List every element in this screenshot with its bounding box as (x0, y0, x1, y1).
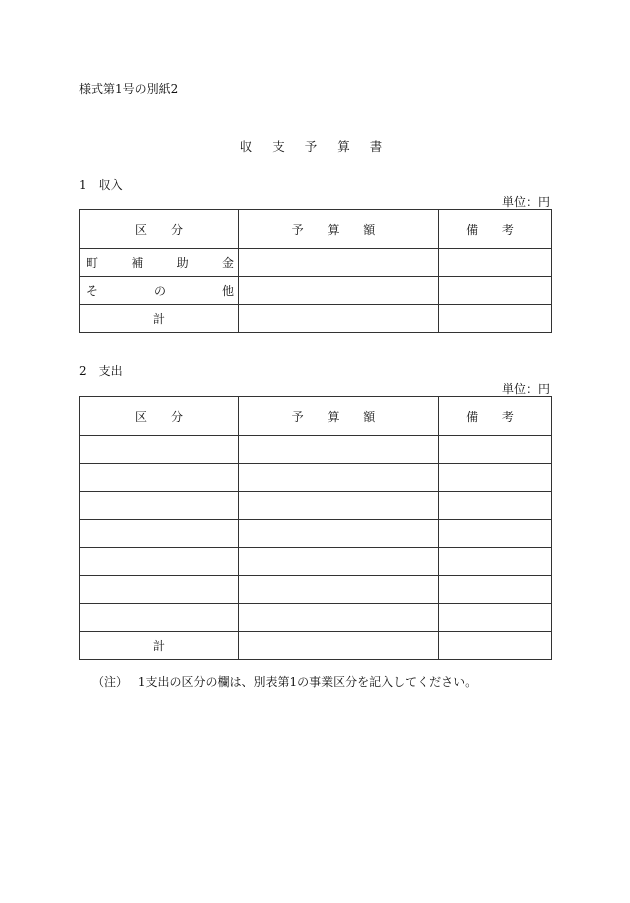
expense-amount-cell[interactable] (239, 520, 439, 548)
income-total-amount[interactable] (239, 305, 439, 333)
expense-total-remarks[interactable] (439, 632, 552, 660)
expense-row (80, 576, 552, 604)
expense-row (80, 548, 552, 576)
expense-remarks-cell[interactable] (439, 604, 552, 632)
expense-remarks-cell[interactable] (439, 576, 552, 604)
income-row-subsidy (80, 249, 552, 277)
expense-total-row (80, 632, 552, 660)
income-heading: 1 収入 (79, 178, 123, 192)
income-subsidy-amount[interactable] (239, 249, 439, 277)
expense-amount-cell[interactable] (239, 464, 439, 492)
expense-header-row (80, 397, 552, 436)
income-row-other (80, 277, 552, 305)
expense-remarks-cell[interactable] (439, 548, 552, 576)
expense-remarks-cell[interactable] (439, 492, 552, 520)
expense-category-cell[interactable] (80, 548, 239, 576)
header-budget: 予 算 額 (239, 397, 439, 436)
income-header-row (80, 210, 552, 249)
expense-row (80, 492, 552, 520)
expense-category-cell[interactable] (80, 604, 239, 632)
income-total-row (80, 305, 552, 333)
expense-total-label: 計 (80, 632, 239, 660)
expense-row (80, 436, 552, 464)
expense-amount-cell[interactable] (239, 576, 439, 604)
row-label-other: そ の 他 (86, 284, 234, 298)
expense-remarks-cell[interactable] (439, 436, 552, 464)
expense-category-cell[interactable] (80, 576, 239, 604)
header-remarks: 備 考 (439, 397, 552, 436)
expense-row (80, 464, 552, 492)
income-subsidy-remarks[interactable] (439, 249, 552, 277)
income-other-amount[interactable] (239, 277, 439, 305)
expense-category-cell[interactable] (80, 436, 239, 464)
expense-amount-cell[interactable] (239, 604, 439, 632)
expense-row (80, 520, 552, 548)
expense-category-cell[interactable] (80, 492, 239, 520)
expense-category-cell[interactable] (80, 464, 239, 492)
expense-unit: 単位：円 (501, 382, 550, 396)
header-category: 区 分 (80, 397, 239, 436)
row-label-subsidy: 町 補 助 金 (86, 256, 234, 270)
expense-table (79, 396, 552, 660)
expense-heading: 2 支出 (79, 364, 123, 378)
income-total-remarks[interactable] (439, 305, 552, 333)
income-table (79, 209, 552, 333)
header-category: 区 分 (80, 210, 239, 249)
header-budget: 予 算 額 (239, 210, 439, 249)
expense-remarks-cell[interactable] (439, 520, 552, 548)
expense-category-cell[interactable] (80, 520, 239, 548)
expense-total-amount[interactable] (239, 632, 439, 660)
form-label: 様式第1号の別紙2 (79, 82, 179, 96)
expense-remarks-cell[interactable] (439, 464, 552, 492)
expense-amount-cell[interactable] (239, 492, 439, 520)
expense-amount-cell[interactable] (239, 548, 439, 576)
header-remarks: 備 考 (439, 210, 552, 249)
income-unit: 単位：円 (501, 195, 550, 209)
income-total-label: 計 (80, 305, 239, 333)
footnote: （注） 1支出の区分の欄は、別表第1の事業区分を記入してください。 (92, 675, 478, 689)
document-title: 収 支 予 算 書 (239, 139, 391, 154)
expense-row (80, 604, 552, 632)
expense-amount-cell[interactable] (239, 436, 439, 464)
income-other-remarks[interactable] (439, 277, 552, 305)
